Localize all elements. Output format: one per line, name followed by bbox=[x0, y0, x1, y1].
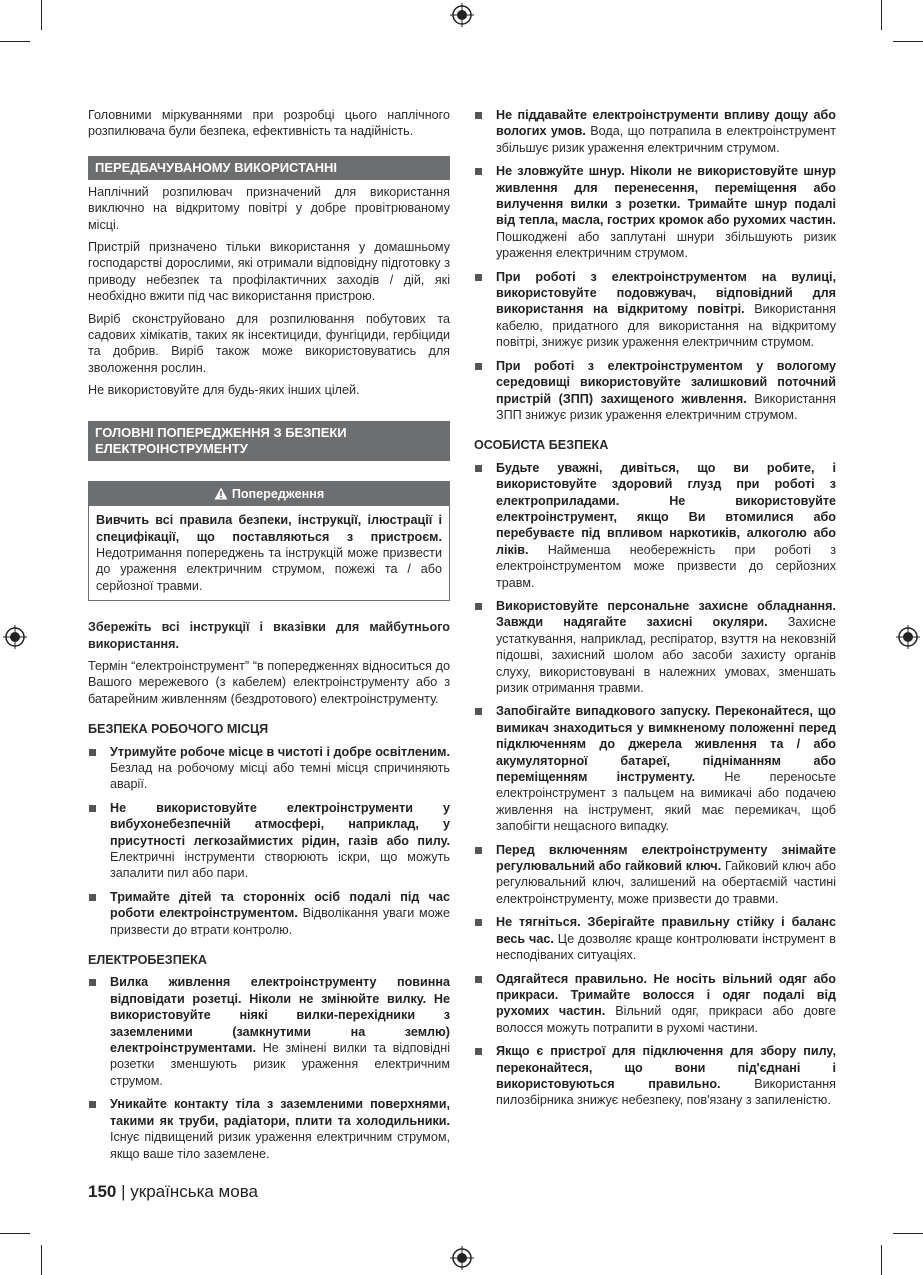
list-item-text: Існує підвищений ризик ураження електричним струмом, якщо ваше тіло заземлене. bbox=[110, 1130, 450, 1161]
list-item bbox=[474, 269, 836, 351]
footer-separator: | bbox=[116, 1182, 131, 1201]
crop-mark bbox=[881, 1245, 882, 1275]
list-item bbox=[88, 889, 450, 938]
right-column bbox=[474, 107, 836, 1116]
list-item-bold: Не використовуйте електроінструменти у вибухонебезпечній атмосфері, наприклад, у присутності легкозаймистих рідин, газів або пилу. bbox=[110, 800, 450, 848]
section-heading-general-warnings: ГОЛОВНІ ПОПЕРЕДЖЕННЯ З БЕЗПЕКИ ЕЛЕКТРОІНСТРУМЕНТУ bbox=[88, 421, 450, 461]
list-item-bold: Перед включенням електроінструменту знімайте регулювальний або гайковий ключ. bbox=[496, 842, 836, 874]
list-item-bold: Тримайте дітей та сторонніх осіб подалі під час роботи електроінструментом. bbox=[110, 889, 450, 921]
list-item-text: Відволікання уваги може призвести до втрати контролю. bbox=[110, 906, 450, 937]
list-item-bold: Не піддавайте електроінструменти впливу дощу або вологих умов. bbox=[496, 108, 836, 139]
list-item-text: Найменша необережність при роботі з електроінструментом може призвести до серйозних травм. bbox=[496, 542, 836, 590]
list-item bbox=[474, 971, 836, 1037]
list-item bbox=[474, 842, 836, 908]
warning-header bbox=[89, 482, 449, 506]
crop-mark bbox=[41, 1245, 42, 1275]
crop-mark bbox=[0, 41, 30, 42]
list-item bbox=[474, 358, 836, 424]
list-item bbox=[474, 107, 836, 156]
list-item-text: Не змінені вилки та відповідні розетки зменшують ризик ураження електричним струмом. bbox=[110, 1041, 450, 1088]
warning-text: Недотримання попереджень та інструкцій може призвести до ураження електричним струмом, пожежі та / або серйозної травми. bbox=[96, 545, 442, 593]
intro-paragraph: Головними міркуваннями при розробці цього наплічного розпилювача були безпека, ефективність та надійність. bbox=[88, 108, 450, 139]
registration-mark-icon bbox=[896, 625, 920, 649]
list-item-bold: При роботі з електроінструментом у вологому середовищі використовуйте залишковий поточний пристрій (ЗПП) захищеного живлення. bbox=[496, 358, 836, 406]
section-heading-intended-use: ПЕРЕДБАЧУВАНОМУ ВИКОРИСТАННІ bbox=[88, 156, 450, 180]
intended-use-paragraph: Не використовуйте для будь-яких інших цілей. bbox=[88, 383, 360, 398]
list-item bbox=[88, 800, 450, 882]
left-column bbox=[88, 107, 450, 1169]
list-item-text: Пошкоджені або заплутані шнури збільшують ризик ураження електричним струмом. bbox=[496, 229, 836, 261]
page-footer bbox=[88, 1182, 258, 1202]
list-item-text: Використання ЗПП знижує ризик ураження електричним струмом. bbox=[496, 391, 836, 422]
list-item-bold: Вилка живлення електроінструменту повинна відповідати розетці. Ніколи не змінюйте вилку. Не використовуйте ніякі вилки-перехідники з заземленими (замкнутими на землю) електроінструментами. bbox=[110, 975, 450, 1056]
electrical-safety-heading: ЕЛЕКТРОБЕЗПЕКА bbox=[88, 953, 207, 968]
list-item-text: Захисне устаткування, наприклад, респіратор, взуття на нековзній підошві, захисний шолом або засоби захисту органів слуху, використовувані в належних умовах, зменшать ризик отримання травми. bbox=[496, 615, 836, 695]
list-item bbox=[474, 460, 836, 591]
list-item-bold: Утримуйте робоче місце в чистоті і добре освітленим. bbox=[110, 744, 450, 759]
list-item-text: Це дозволяє краще контролювати інструмент в несподіваних ситуаціях. bbox=[496, 931, 836, 963]
term-definition: Термін “електроінструмент” “в попередженнях відноситься до Вашого мережевого (з кабелем) електроінструменту або з батарейним живленням (бездротового) електроінструменту. bbox=[88, 658, 450, 706]
crop-mark bbox=[881, 0, 882, 30]
list-item bbox=[474, 1043, 836, 1109]
list-item-text: Безлад на робочому місці або темні місця спричиняють аварії. bbox=[110, 760, 450, 792]
warning-header-label: Попередження bbox=[231, 486, 325, 501]
list-item-text: Використання пилозбірника знижує небезпеку, пов'язану з запиленістю. bbox=[496, 1076, 836, 1108]
crop-mark bbox=[893, 1233, 923, 1234]
registration-mark-icon bbox=[450, 1246, 474, 1270]
list-item-bold: Одягайтеся правильно. Не носіть вільний одяг або прикраси. Тримайте волосся і одяг подалі від рухомих частин. bbox=[496, 971, 836, 1019]
warning-triangle-icon bbox=[214, 487, 228, 500]
list-item-text: Використання кабелю, придатного для використання на відкритому повітрі, знижує ризик ураження електричним струмом. bbox=[496, 302, 836, 350]
list-item-bold: Не зловжуйте шнур. Ніколи не використовуйте шнур живлення для перенесення, переміщення або вилучення вилки з розетки. Тримайте шнур подалі від тепла, масла, гострих кромок або рухомих частин. bbox=[496, 164, 836, 228]
intended-use-paragraph: Пристрій призначено тільки використання у домашньому господарстві дорослими, які отримали відповідну підготовку з приводу небезпек та профілактичних заходів / дій, які необхідно вжити під час використання пристрою. bbox=[88, 240, 450, 304]
crop-mark bbox=[893, 41, 923, 42]
keep-instructions-note: Збережіть всі інструкції і вказівки для майбутнього використання. bbox=[88, 620, 450, 651]
workplace-safety-list bbox=[88, 744, 450, 938]
list-item-text: Електричні інструменти створюють іскри, що можуть запалити пил або пари. bbox=[110, 850, 450, 881]
list-item-bold: При роботі з електроінструментом на вулиці, використовуйте подовжувач, відповідний для використання на відкритому повітрі. bbox=[496, 269, 836, 317]
intended-use-paragraph: Виріб сконструйовано для розпилювання побутових та садових хімікатів, таких як інсектициди, фунгіциди, гербіциди та добрив. Виріб також може використовуватись для зволоження рослин. bbox=[88, 311, 450, 375]
list-item-text: Гайковий ключ або регулювальний ключ, залишений на обертаємій частині електроінструменту, може призвести до травми. bbox=[496, 859, 836, 906]
warning-body bbox=[89, 506, 449, 600]
page-number: 150 bbox=[88, 1182, 117, 1201]
list-item-text: Вільний одяг, прикраси або довге волосся можуть потрапити в рухомі частини. bbox=[496, 1004, 836, 1035]
warning-box bbox=[88, 481, 450, 601]
list-item-bold: Запобігайте випадкового запуску. Переконайтеся, що вимикач знаходиться у вимкненому положенні перед підключенням до джерела живлення та / або акумуляторної батареї, підніманням або переміщенням інструменту. bbox=[496, 704, 836, 785]
list-item-bold: Уникайте контакту тіла з заземленими поверхнями, такими як труби, радіатори, плити та холодильники. bbox=[110, 1097, 450, 1128]
list-item bbox=[474, 598, 836, 696]
list-item bbox=[474, 163, 836, 261]
registration-mark-icon bbox=[3, 625, 27, 649]
list-item-bold: Не тягніться. Зберігайте правильну стійку і баланс весь час. bbox=[496, 915, 836, 946]
footer-language: українська мова bbox=[130, 1182, 258, 1201]
list-item-bold: Будьте уважні, дивіться, що ви робите, і використовуйте здоровий глузд при роботі з електроприладами. Не використовуйте електроінструмент, якщо Ви втомилися або перебуваєте під впливом наркотиків, алкоголю або ліків. bbox=[496, 460, 836, 557]
crop-mark bbox=[0, 1233, 30, 1234]
intended-use-paragraph: Наплічний розпилювач призначений для використання виключно на відкритому повітрі у добре провітрюваному місці. bbox=[88, 184, 450, 232]
personal-safety-heading: ОСОБИСТА БЕЗПЕКА bbox=[474, 438, 609, 453]
list-item bbox=[88, 974, 450, 1089]
workplace-safety-heading: БЕЗПЕКА РОБОЧОГО МІСЦЯ bbox=[88, 722, 269, 737]
list-item-bold: Якщо є пристрої для підключення для збору пилу, переконайтеся, що вони під'єднані і використовуються правильно. bbox=[496, 1044, 836, 1091]
list-item bbox=[88, 744, 450, 793]
list-item bbox=[474, 914, 836, 963]
personal-safety-list bbox=[474, 460, 836, 1109]
crop-mark bbox=[41, 0, 42, 30]
electrical-safety-list-continued bbox=[474, 107, 836, 423]
electrical-safety-list bbox=[88, 974, 450, 1161]
list-item-text: Не переносьте електроінструмент з пальцем на вимикачі або подачею живлення на інструмент, який має перемикач, щоб запобігти нещасного випадку. bbox=[496, 770, 836, 834]
list-item-bold: Використовуйте персональне захисне обладнання. Завжди надягайте захисні окуляри. bbox=[496, 598, 836, 630]
list-item bbox=[474, 703, 836, 834]
list-item bbox=[88, 1096, 450, 1162]
warning-bold-text: Вивчить всі правила безпеки, інструкції, ілюстрації і специфікації, що поставляються з пристроєм. bbox=[96, 513, 442, 544]
registration-mark-icon bbox=[450, 3, 474, 27]
list-item-text: Вода, що потрапила в електроінструмент збільшує ризик ураження електричним струмом. bbox=[496, 124, 836, 155]
